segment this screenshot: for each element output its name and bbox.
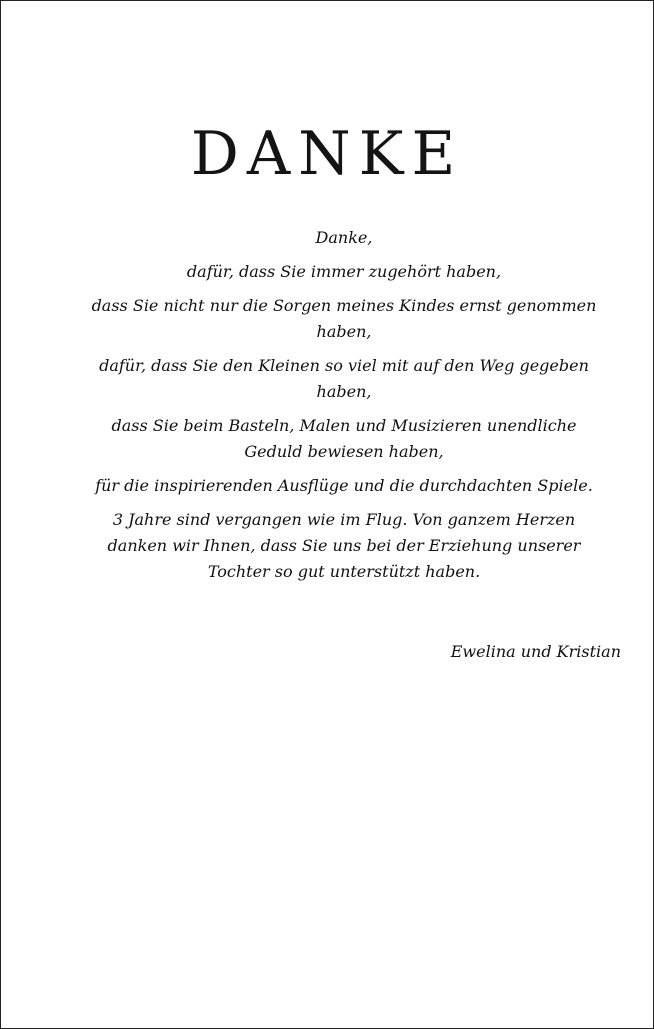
letter-line-closing: 3 Jahre sind vergangen wie im Flug. Von ganzem Herzen danken wir Ihnen, dass Sie uns bei der Erziehung unserer Tochter so gut unterstützt haben.	[107, 510, 581, 581]
letter-line-listening: dafür, dass Sie immer zugehört haben,	[186, 262, 502, 281]
letter-body	[81, 225, 607, 593]
signature: Ewelina und Kristian	[450, 642, 621, 661]
page-title: DANKE	[190, 119, 464, 189]
letter-line-guidance: dafür, dass Sie den Kleinen so viel mit auf den Weg gegeben haben,	[99, 356, 589, 401]
letter-line-patience: dass Sie beim Basteln, Malen und Musizieren unendliche Geduld bewiesen haben,	[111, 416, 577, 461]
letter-line-excursions: für die inspirierenden Ausflüge und die durchdachten Spiele.	[95, 476, 593, 495]
letter-line-greeting: Danke,	[315, 228, 373, 247]
letter-line-worries: dass Sie nicht nur die Sorgen meines Kindes ernst genommen haben,	[91, 296, 597, 341]
